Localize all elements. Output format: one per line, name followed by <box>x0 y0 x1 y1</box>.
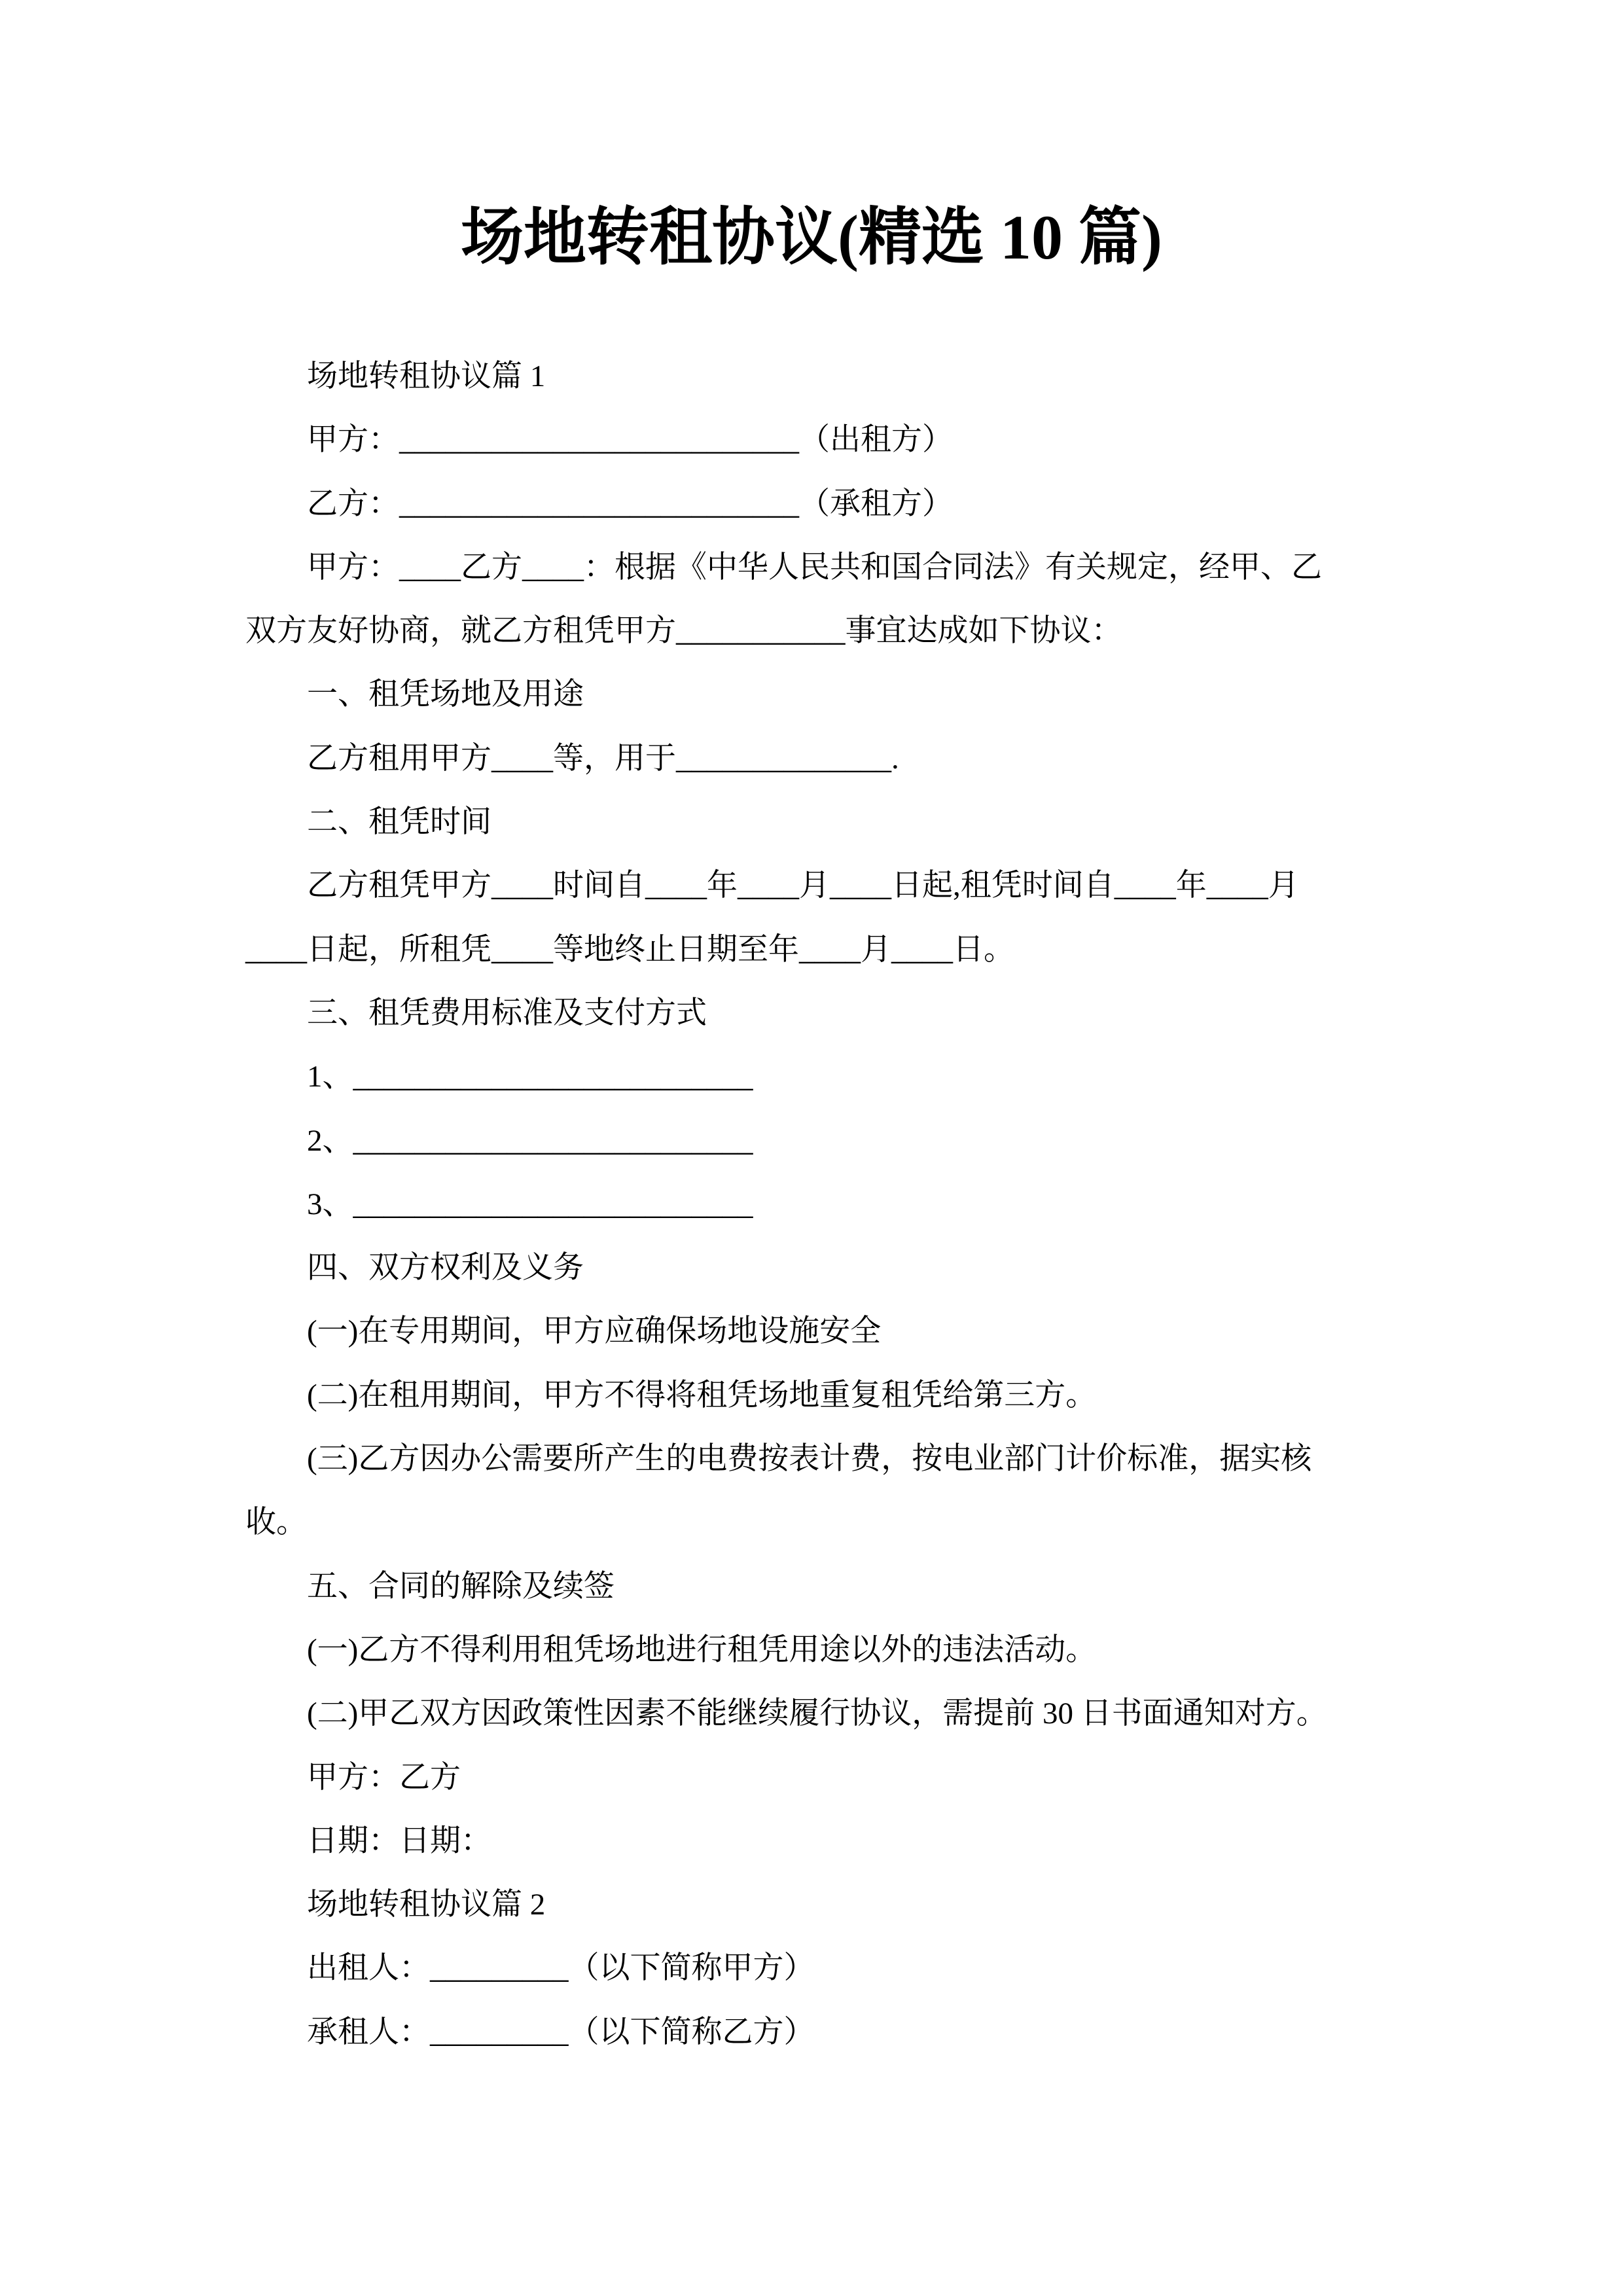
document-line: 甲方：__________________________（出租方） <box>307 423 953 457</box>
document-line: 出租人：_________（以下简称甲方） <box>307 1951 815 1986</box>
document-line: 场地转租协议篇 1 <box>307 359 546 393</box>
document-line: 五、合同的解除及续签 <box>307 1569 615 1604</box>
document-line: 3、__________________________ <box>307 1187 753 1221</box>
document-line: (二)甲乙双方因政策性因素不能继续履行协议，需提前 30 日书面通知对方。 <box>307 1696 1327 1731</box>
document-line: 日期：日期： <box>307 1823 491 1858</box>
document-line: (一)在专用期间，甲方应确保场地设施安全 <box>307 1314 882 1349</box>
document-line: 四、双方权利及义务 <box>307 1251 584 1285</box>
document-line: 一、租凭场地及用途 <box>307 677 584 712</box>
document-line: 三、租凭费用标准及支付方式 <box>307 996 707 1030</box>
document-line: 2、__________________________ <box>307 1123 753 1158</box>
document-line: (三)乙方因办公需要所产生的电费按表计费，按电业部门计价标准，据实核 <box>307 1442 1312 1477</box>
document-line: 收。 <box>245 1505 307 1540</box>
document-line: 甲方：____乙方____：根据《中华人民共和国合同法》有关规定，经甲、乙 <box>307 550 1322 584</box>
document-line: 双方友好协商，就乙方租凭甲方___________事宜达成如下协议： <box>245 614 1122 649</box>
document-line: ____日起，所租凭____等地终止日期至年____月____日。 <box>245 932 1014 967</box>
document-body <box>245 345 1397 2064</box>
document-line: 场地转租协议篇 2 <box>307 1888 546 1922</box>
document-line: 乙方：__________________________（承租方） <box>307 486 953 521</box>
document-line: 甲方：乙方 <box>307 1760 461 1795</box>
document-line: 乙方租凭甲方____时间自____年____月____日起,租凭时间自____年____月 <box>307 869 1299 903</box>
document-title: 场地转租协议(精选 10 篇) <box>461 202 1162 272</box>
document-line: (二)在租用期间，甲方不得将租凭场地重复租凭给第三方。 <box>307 1378 1097 1412</box>
document-line: 1、__________________________ <box>307 1060 753 1094</box>
document-line: (一)乙方不得利用租凭场地进行租凭用途以外的违法活动。 <box>307 1632 1097 1667</box>
document-line: 二、租凭时间 <box>307 805 491 840</box>
document-line: 乙方租用甲方____等，用于______________. <box>307 741 899 776</box>
document-line: 承租人：_________（以下简称乙方） <box>307 2015 815 2049</box>
